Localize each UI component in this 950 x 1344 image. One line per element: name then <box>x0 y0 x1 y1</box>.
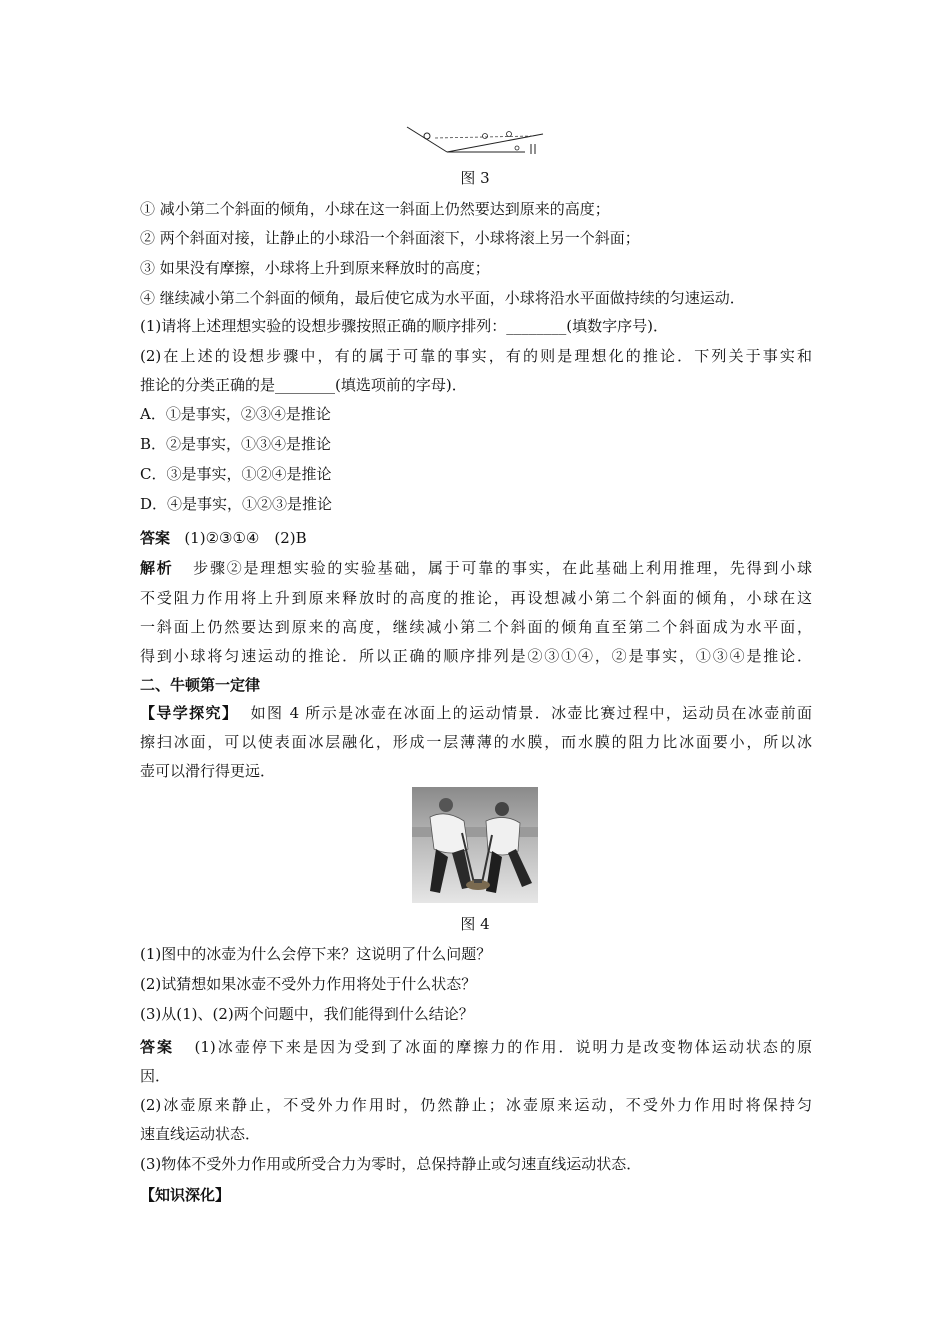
option-b: B．②是事实，①③④是推论 <box>140 435 332 453</box>
answer-text: (1)②③①④ (2)B <box>184 529 307 547</box>
analysis-line-2: 不受阻力作用将上升到原来释放时的高度的推论，再设想减小第二个斜面的倾角，小球在这 <box>140 589 812 607</box>
step-1: ① 减小第二个斜面的倾角，小球在这一斜面上仍然要达到原来的高度； <box>140 200 610 218</box>
figure-3-inclined-planes <box>405 124 545 158</box>
step-3: ③ 如果没有摩擦，小球将上升到原来释放时的高度； <box>140 259 490 277</box>
guide-line-1: 【导学探究】 如图 4 所示是冰壶在冰面上的运动情景．冰壶比赛过程中，运动员在冰壶前面 <box>140 704 812 722</box>
section-2-title: 二、牛顿第一定律 <box>140 676 261 694</box>
answer-2-label: 答案 <box>140 1038 175 1056</box>
option-d: D．④是事实，①②③是推论 <box>140 495 333 513</box>
analysis-line-3: 一斜面上仍然要达到原来的高度，继续减小第二个斜面的倾角直至第二个斜面成为水平面， <box>140 618 812 636</box>
option-c: C．③是事实，①②④是推论 <box>140 465 332 483</box>
answer-2-line-2: 因． <box>140 1067 171 1085</box>
answer-2-line-5: (3)物体不受外力作用或所受合力为零时，总保持静止或匀速直线运动状态． <box>140 1155 642 1173</box>
step-4: ④ 继续减小第二个斜面的倾角，最后使它成为水平面，小球将沿水平面做持续的匀速运动． <box>140 289 745 307</box>
guide-line-2: 擦扫冰面，可以使表面冰层融化，形成一层薄薄的水膜，而水膜的阻力比冰面要小，所以冰 <box>140 733 812 751</box>
exploration-question-2: (2)试猜想如果冰壶不受外力作用将处于什么状态？ <box>140 975 477 993</box>
exploration-question-3: (3)从(1)、(2)两个问题中，我们能得到什么结论？ <box>140 1005 474 1023</box>
answer-label: 答案 <box>140 529 171 547</box>
question-2-line-1: (2)在上述的设想步骤中，有的属于可靠的事实，有的则是理想化的推论．下列关于事实和 <box>140 347 812 365</box>
answer-2-line-3: (2)冰壶原来静止，不受外力作用时，仍然静止；冰壶原来运动，不受外力作用时将保持匀 <box>140 1096 812 1114</box>
figure-4-curling-photo <box>412 787 538 903</box>
figure-4-caption: 图 4 <box>460 915 490 933</box>
guide-line-3: 壶可以滑行得更远． <box>140 762 276 780</box>
question-2-line-2: 推论的分类正确的是________(填选项前的字母)． <box>140 376 467 394</box>
answer-1 <box>140 528 307 548</box>
option-a: A．①是事实，②③④是推论 <box>140 405 331 423</box>
exploration-question-1: (1)图中的冰壶为什么会停下来？这说明了什么问题？ <box>140 945 492 963</box>
answer-2-line-1: 答案 (1)冰壶停下来是因为受到了冰面的摩擦力的作用．说明力是改变物体运动状态的原 <box>140 1038 812 1056</box>
guide-label: 【导学探究】 <box>140 704 239 722</box>
analysis-label: 解析 <box>140 559 174 577</box>
figure-3-caption: 图 3 <box>460 169 490 187</box>
analysis-line-4: 得到小球将匀速运动的推论．所以正确的顺序排列是②③①④，②是事实，①③④是推论． <box>140 647 812 665</box>
answer-2-line-4: 速直线运动状态． <box>140 1125 261 1143</box>
analysis-line-1: 解析 步骤②是理想实验的实验基础，属于可靠的事实，在此基础上利用推理，先得到小球 <box>140 559 812 577</box>
step-2: ② 两个斜面对接，让静止的小球沿一个斜面滚下，小球将滚上另一个斜面； <box>140 229 640 247</box>
knowledge-deepening-label: 【知识深化】 <box>140 1186 231 1204</box>
question-1: (1)请将上述理想实验的设想步骤按照正确的顺序排列：________(填数字序号)． <box>140 317 668 335</box>
